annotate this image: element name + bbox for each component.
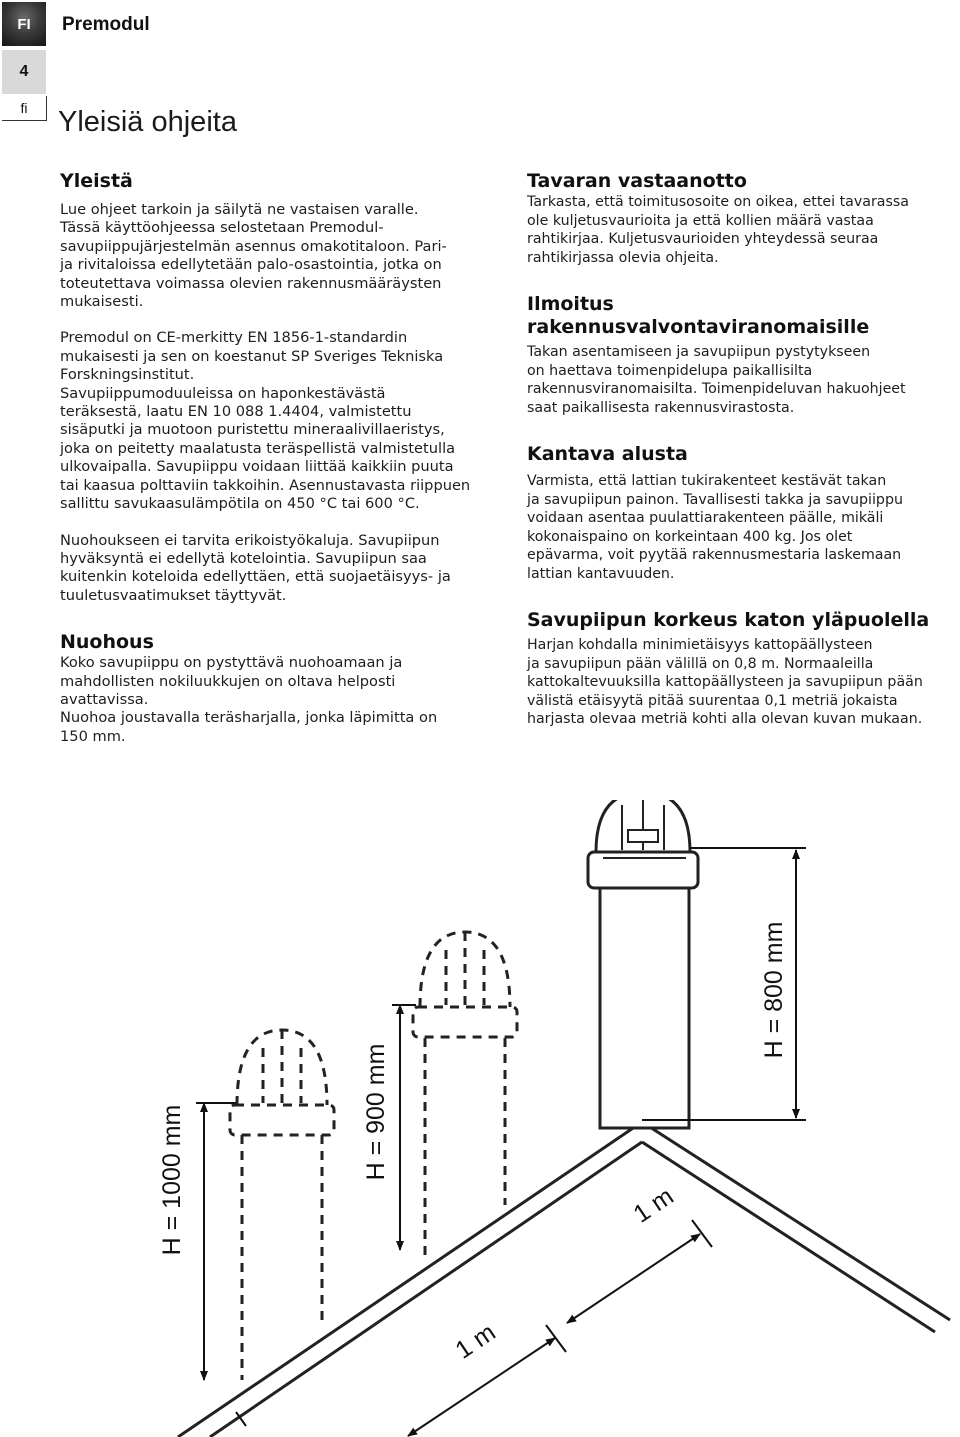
dimension-h1000 xyxy=(196,1103,236,1380)
left-column xyxy=(60,170,505,746)
label-h900: H = 900 mm xyxy=(362,1043,390,1181)
language-code: fi xyxy=(2,96,47,121)
load-bearing-paragraph: Varmista, että lattian tukirakenteet kestävät takan ja savupiipun painon. Tavallisesti takka ja savupiippu voidaan asentaa puulattiarakenteen päälle, mikäli kokonaispaino on korkeintaan 400 kg. Jos olet epävarma, voit pyytää rakennusmestaria laskemaan lattian kantavuuden. xyxy=(527,473,903,582)
brand-name: Premodul xyxy=(62,14,150,35)
general-paragraph-3: Nuohoukseen ei tarvita erikoistyökaluja. Savupiipun hyväksyntä ei edellytä kotelointia. Savupiipun saa kuitenkin koteloida edellyttäen, että suojaetäisyys- ja tuuletusvaatimukset täyttyvät. xyxy=(60,531,451,604)
section-heading-general: Yleistä xyxy=(60,170,133,192)
chimney-ridge xyxy=(588,800,698,1128)
section-heading-delivery: Tavaran vastaanotto xyxy=(527,170,747,192)
section-heading-notification: Ilmoitus rakennusvalvontaviranomaisille xyxy=(527,293,870,338)
section-heading-chimney-height: Savupiipun korkeus katon yläpuolella xyxy=(527,609,930,631)
page-title: Yleisiä ohjeita xyxy=(58,106,237,138)
label-h800: H = 800 mm xyxy=(760,921,788,1059)
general-paragraph-2: Premodul on CE-merkitty EN 1856-1-standardin mukaisesti ja sen on koestanut SP Sveriges Tekniska Forskningsinstitut. Savupiippumoduuleissa on haponkestävästä teräksestä, laatu EN 10 088 1.4404, valmistettu sisäputki ja muotoon puristettu mineraalivillaeristys, joka on peitetty maalatusta teräspellistä valmistetulla ulkovaipalla. Savupiippu voidaan liittää kaikkiin puuta tai kaasua polttaviin takkoihin. Asennustavasta riippuen sallittu savukaasulämpötila on 450 °C tai 600 °C. xyxy=(60,329,471,513)
page-number: 4 xyxy=(2,50,46,94)
chimney-height-diagram xyxy=(0,800,960,1437)
chimney-low-dashed xyxy=(230,1030,334,1380)
sweeping-paragraph: Koko savupiippu on pystyttävä nuohoamaan ja mahdollisten nokiluukkujen on oltava helposti avattavissa. Nuohoa joustavalla teräsharjalla, jonka läpimitta on 150 mm. xyxy=(60,654,438,745)
right-column xyxy=(527,170,957,729)
notification-paragraph: Takan asentamiseen ja savupiipun pystytykseen on haettava toimenpidelupa paikallisilta rakennusviranomaisilta. Toimenpideluvan hakuohjeet saat paikallisesta rakennusvirastosta. xyxy=(527,344,906,416)
label-h1000: H = 1000 mm xyxy=(158,1104,186,1256)
language-badge: FI xyxy=(2,2,46,46)
section-heading-sweeping: Nuohous xyxy=(60,631,154,654)
roof-outline xyxy=(178,1122,950,1437)
dimension-h900 xyxy=(392,1005,416,1250)
section-heading-load-bearing: Kantava alusta xyxy=(527,443,688,465)
label-1m-upper: 1 m xyxy=(628,1182,679,1229)
chimney-height-paragraph: Harjan kohdalla minimietäisyys kattopäällysteen ja savupiipun pään välillä on 0,8 m. Normaaleilla kattokaltevuuksilla kattopäällysteen ja savupiipun pään välistä etäisyytä pitää suurentaa 0,1 metriä jokaista harjasta olevaa metriä kohti alla olevan kuvan mukaan. xyxy=(527,637,923,727)
label-1m-lower: 1 m xyxy=(450,1318,501,1365)
chimney-middle-dashed xyxy=(413,932,517,1262)
delivery-paragraph: Tarkasta, että toimitusosoite on oikea, ettei tavarassa ole kuljetusvaurioita ja että kollien määrä vastaa rahtikirjaa. Kuljetusvaurioiden yhteydessä seuraa rahtikirjassa olevia ohjeita. xyxy=(527,194,909,266)
general-paragraph-1: Lue ohjeet tarkoin ja säilytä ne vastaisen varalle. Tässä käyttöohjeessa selostetaan Premodul- savupiippujärjestelmän asennus omakotitaloon. Pari- ja rivitaloissa edellytetään palo-osastointia, jotka on toteutettava voimassa olevien rakennusmääräysten mukaisesti. xyxy=(60,201,447,311)
